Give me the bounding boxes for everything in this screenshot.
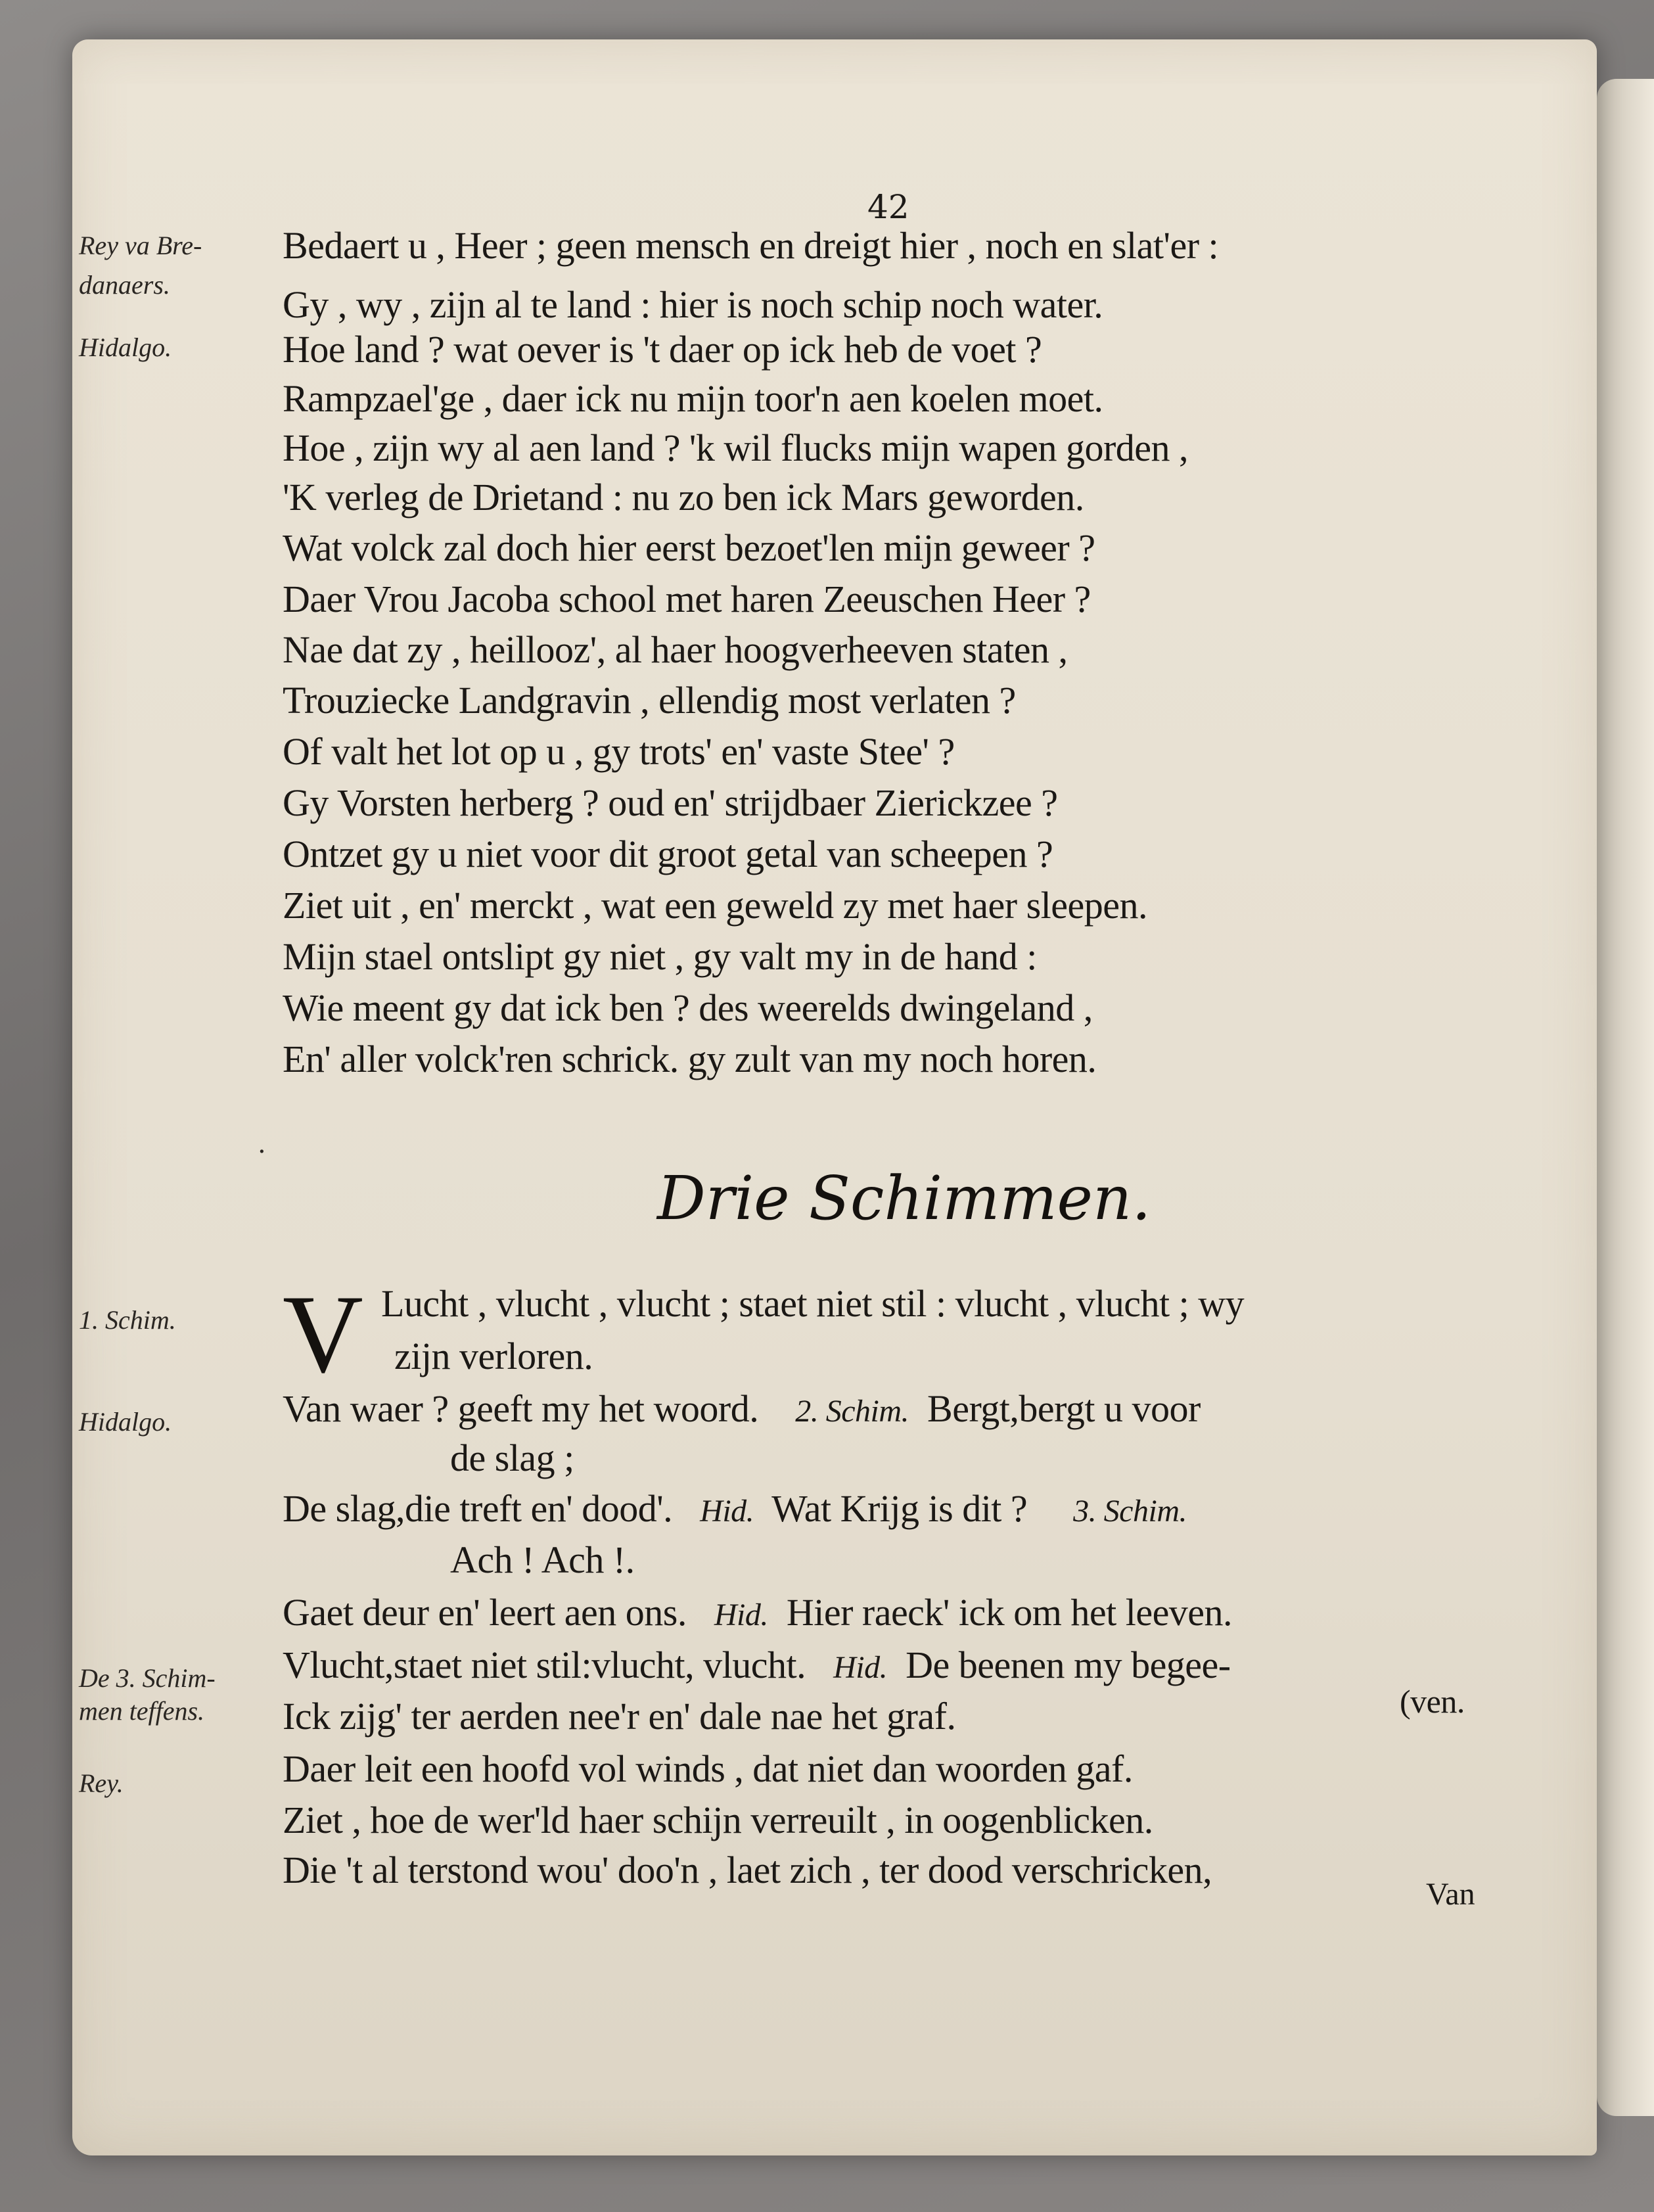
verse-line: de slag ;	[450, 1437, 574, 1479]
verse-text: Hier raeck' ick om het leeven.	[786, 1591, 1233, 1634]
verse-line: Die 't al terstond wou' doo'n , laet zich , ter dood verschricken,	[283, 1849, 1212, 1891]
speaker-hidalgo-2: Hidalgo.	[79, 1407, 172, 1437]
verse-line	[283, 1643, 1231, 1687]
inline-speaker: 2. Schim.	[795, 1394, 909, 1429]
verse-line: Of valt het lot op u , gy trots' en' vaste Stee' ?	[283, 730, 955, 773]
verse-line	[283, 1486, 1187, 1531]
verse-line: Hoe land ? wat oever is 't daer op ick heb de voet ?	[283, 328, 1042, 371]
speaker-rey: Rey.	[79, 1768, 124, 1798]
verse-line: Daer Vrou Jacoba school met haren Zeeuschen Heer ?	[283, 578, 1091, 620]
adjacent-page-edge	[1597, 79, 1654, 2116]
drop-cap: V	[283, 1272, 363, 1396]
verse-line: Wie meent gy dat ick ben ? des weerelds dwingeland ,	[283, 986, 1093, 1029]
verse-line: Ick zijg' ter aerden nee'r en' dale nae het graf.	[283, 1695, 956, 1738]
verse-text: Van waer ? geeft my het woord.	[283, 1387, 759, 1430]
verse-text: De slag,die treft en' dood'.	[283, 1487, 673, 1530]
verse-text: De beenen my begee-	[906, 1644, 1231, 1686]
verse-line: Wat volck zal doch hier eerst bezoet'len mijn geweer ?	[283, 526, 1095, 569]
page-number: 42	[867, 188, 909, 226]
section-heading: Drie Schimmen.	[657, 1163, 1151, 1233]
verse-line	[283, 1387, 1201, 1431]
speaker-schim-1: 1. Schim.	[79, 1305, 176, 1335]
verse-line: Trouziecke Landgravin , ellendig most verlaten ?	[283, 679, 1016, 722]
inline-speaker: Hid.	[700, 1494, 754, 1529]
verse-line: Rampzael'ge , daer ick nu mijn toor'n aen koelen moet.	[283, 377, 1103, 420]
verse-line-runover: (ven.	[1400, 1683, 1465, 1720]
verse-line: Bedaert u , Heer ; geen mensch en dreigt hier , noch en slat'er :	[283, 224, 1219, 267]
verse-text: Bergt,bergt u voor	[927, 1387, 1201, 1430]
speaker-rey-va-bredanaers-cont: danaers.	[79, 270, 170, 300]
inline-speaker: 3. Schim.	[1073, 1494, 1187, 1529]
speaker-hidalgo: Hidalgo.	[79, 333, 172, 362]
verse-line: 'K verleg de Drietand : nu zo ben ick Mars geworden.	[283, 476, 1084, 518]
verse-line: Ziet uit , en' merckt , wat een geweld zy met haer sleepen.	[283, 884, 1147, 927]
speaker-de-3-schimmen-cont: men teffens.	[79, 1696, 205, 1726]
ornament-dot: .	[258, 1129, 266, 1159]
verse-line: En' aller volck'ren schrick. gy zult van my noch horen.	[283, 1038, 1097, 1080]
speaker-de-3-schimmen: De 3. Schim-	[79, 1663, 216, 1693]
verse-line: Ontzet gy u niet voor dit groot getal van scheepen ?	[283, 833, 1053, 875]
verse-line: Ach ! Ach !.	[450, 1538, 635, 1581]
inline-speaker: Hid.	[833, 1650, 888, 1685]
verse-line: Mijn stael ontslipt gy niet , gy valt my in de hand :	[283, 935, 1037, 978]
verse-line: Gy Vorsten herberg ? oud en' strijdbaer Zierickzee ?	[283, 781, 1058, 824]
catchword: Van	[1426, 1877, 1475, 1912]
verse-line	[283, 1590, 1232, 1634]
verse-text: Wat Krijg is dit ?	[771, 1487, 1028, 1530]
speaker-rey-va-bredanaers: Rey va Bre-	[79, 231, 202, 260]
verse-line: Gy , wy , zijn al te land : hier is noch schip noch water.	[283, 283, 1103, 326]
inline-speaker: Hid.	[714, 1598, 768, 1632]
verse-line: Daer leit een hoofd vol winds , dat niet dan woorden gaf.	[283, 1747, 1133, 1790]
verse-line: Hoe , zijn wy al aen land ? 'k wil flucks mijn wapen gorden ,	[283, 426, 1189, 469]
verse-line: Lucht , vlucht , vlucht ; staet niet stil : vlucht , vlucht ; wy	[381, 1282, 1245, 1325]
verse-text: Gaet deur en' leert aen ons.	[283, 1591, 687, 1634]
verse-line: Ziet , hoe de wer'ld haer schijn verreuilt , in oogenblicken.	[283, 1799, 1153, 1841]
verse-text: Vlucht,staet niet stil:vlucht, vlucht.	[283, 1644, 806, 1686]
verse-line: Nae dat zy , heillooz', al haer hoogverheeven staten ,	[283, 628, 1068, 671]
verse-line: zijn verloren.	[394, 1335, 593, 1377]
